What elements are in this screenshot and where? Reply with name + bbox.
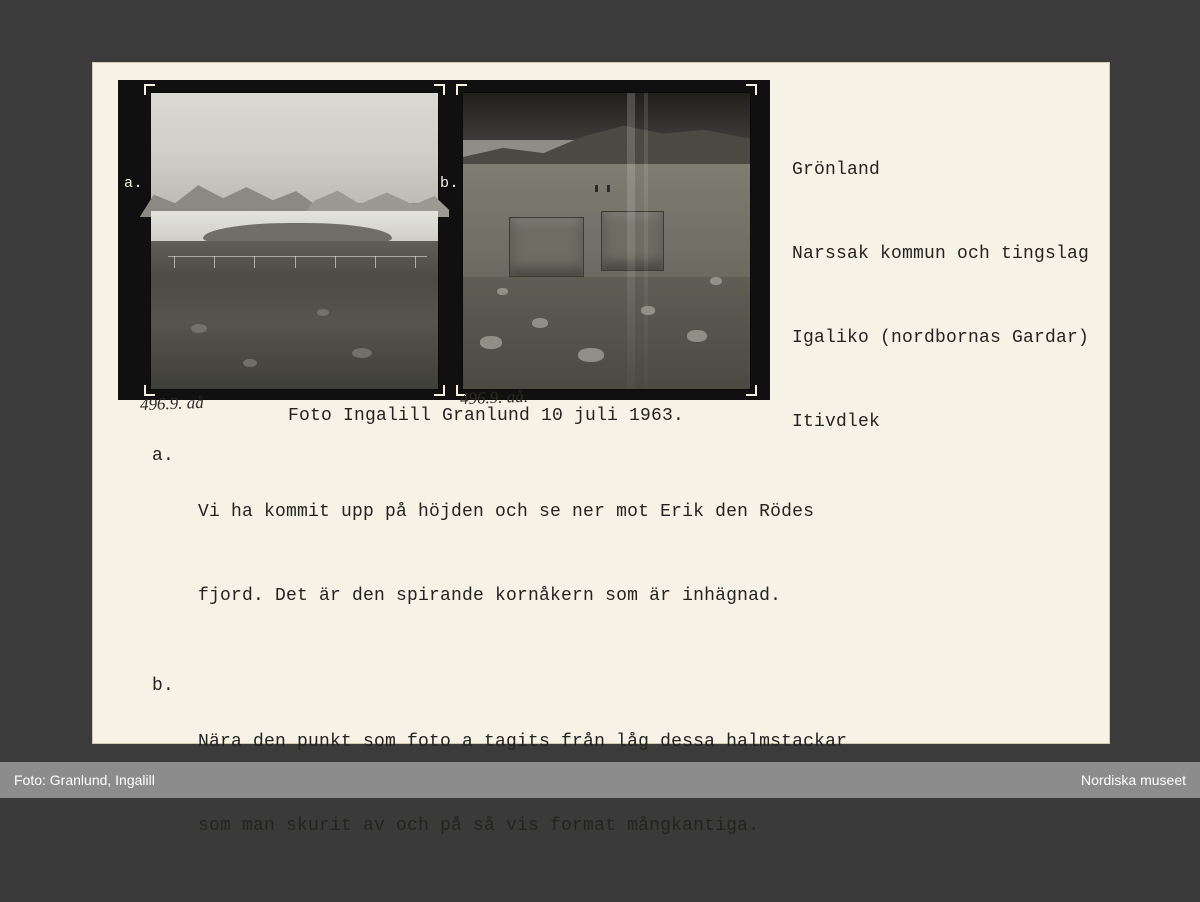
footer-institution: Nordiska museet bbox=[1080, 772, 1186, 788]
place-heading bbox=[792, 100, 1089, 492]
photo-b-figure bbox=[607, 185, 610, 192]
photo-b-rock bbox=[480, 336, 502, 349]
accession-number-b: 496.9. aå. bbox=[459, 386, 529, 409]
photo-credit: Foto Ingalill Granlund 10 juli 1963. bbox=[288, 406, 685, 426]
photo-b-light-streak bbox=[627, 93, 635, 389]
photograph-b bbox=[462, 92, 751, 390]
note-a-line-2: fjord. Det är den spirande kornåkern som är inhägnad. bbox=[198, 586, 782, 606]
photo-a-rock bbox=[352, 348, 372, 358]
photo-b-rock bbox=[710, 277, 722, 285]
photo-a-fence-post bbox=[335, 256, 336, 268]
place-line-1: Grönland bbox=[792, 160, 881, 180]
photo-mount bbox=[118, 80, 770, 400]
photo-b-figure bbox=[595, 185, 598, 192]
accession-number-a: 496.9. aå bbox=[139, 392, 205, 415]
note-key-a: a. bbox=[152, 446, 175, 466]
place-line-2: Narssak kommun och tingslag bbox=[792, 244, 1090, 264]
note-b-line-2: som man skurit av och på så vis format mångkantiga. bbox=[198, 816, 760, 836]
photo-a-fence-post bbox=[415, 256, 416, 268]
footer-credit: Foto: Granlund, Ingalill bbox=[14, 772, 155, 788]
place-line-4: Itivdlek bbox=[792, 412, 881, 432]
photo-a-fence-line bbox=[168, 256, 426, 257]
photo-a-sky bbox=[151, 93, 438, 203]
photo-a-rock bbox=[191, 324, 207, 333]
photo-b-rock bbox=[578, 348, 604, 362]
note-row bbox=[152, 442, 1052, 666]
photograph-a bbox=[150, 92, 439, 390]
note-key-b: b. bbox=[152, 676, 175, 696]
note-body-a bbox=[198, 442, 1052, 666]
footer-bar bbox=[0, 762, 1200, 798]
photo-a-fence-post bbox=[214, 256, 215, 268]
photo-b-light-streak bbox=[644, 93, 648, 389]
photo-a-fence-post bbox=[174, 256, 175, 268]
caption-notes bbox=[152, 442, 1052, 902]
note-a-line-1: Vi ha kommit upp på höjden och se ner mot Erik den Rödes bbox=[198, 502, 815, 522]
photo-b-haystack bbox=[509, 217, 584, 276]
note-b-line-1: Nära den punkt som foto a tagits från låg dessa halmstackar bbox=[198, 732, 848, 752]
photo-a-fence-post bbox=[254, 256, 255, 268]
photo-b-rock bbox=[687, 330, 707, 342]
archive-card bbox=[92, 62, 1110, 836]
photo-b-label: b. bbox=[440, 175, 460, 192]
photo-a-fence-post bbox=[295, 256, 296, 268]
photo-a-fence-post bbox=[375, 256, 376, 268]
photo-a-label: a. bbox=[124, 175, 144, 192]
place-line-3: Igaliko (nordbornas Gardar) bbox=[792, 328, 1090, 348]
photo-b-rock bbox=[641, 306, 655, 315]
photo-b-rock bbox=[532, 318, 548, 328]
